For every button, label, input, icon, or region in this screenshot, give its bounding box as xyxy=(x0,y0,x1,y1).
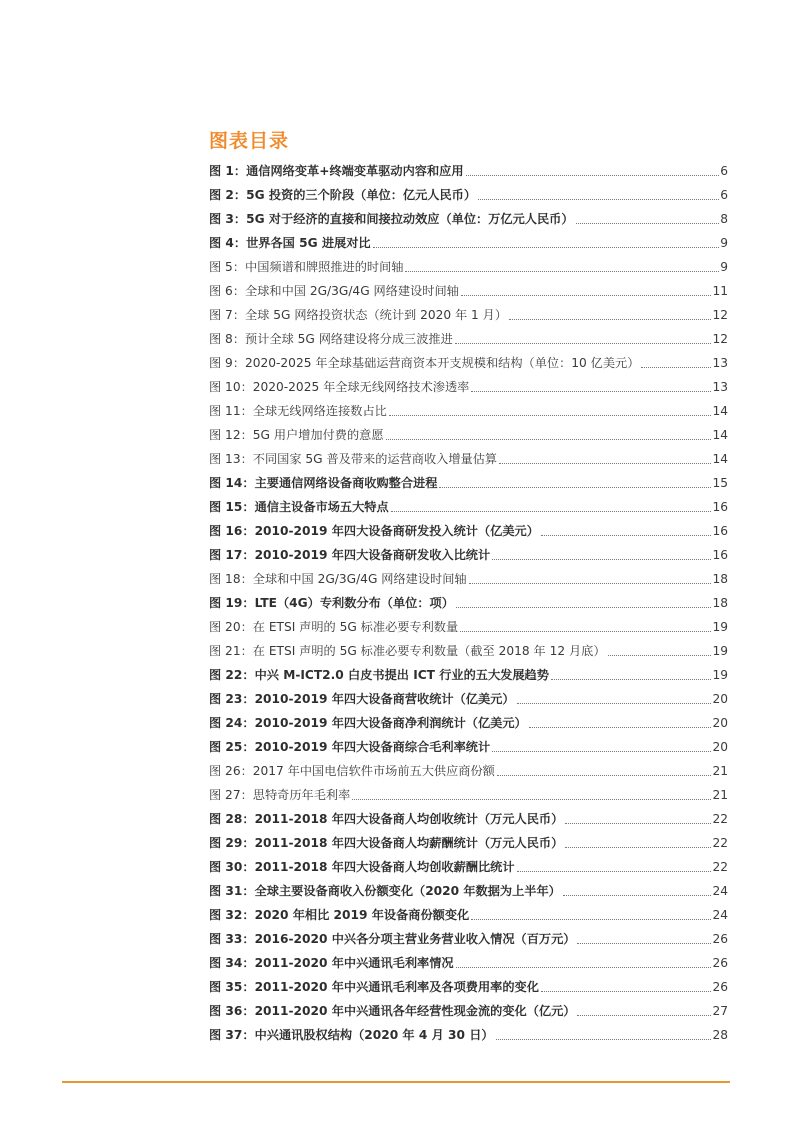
dot-leader xyxy=(641,367,711,368)
entry-title: 2017 年中国电信软件市场前五大供应商份额 xyxy=(252,764,495,778)
toc-entry[interactable] xyxy=(209,733,728,757)
entry-title: 2011-2018 年四大设备商人均薪酬统计（万元人民币） xyxy=(254,836,564,850)
entry-page: 15 xyxy=(712,476,728,490)
toc-entry[interactable] xyxy=(209,829,728,853)
entry-label: 图 32： xyxy=(209,908,255,922)
dot-leader xyxy=(405,271,719,272)
toc-entry[interactable] xyxy=(209,253,728,277)
entry-label: 图 24： xyxy=(209,716,255,730)
entry-page: 20 xyxy=(712,692,728,706)
entry-label: 图 23： xyxy=(209,692,255,706)
entry-label: 图 9： xyxy=(209,356,246,370)
entry-title: 在 ETSI 声明的 5G 标准必要专利数量 xyxy=(252,620,459,634)
toc-entry[interactable] xyxy=(209,1021,728,1045)
toc-entry[interactable] xyxy=(209,853,728,877)
entry-label: 图 6： xyxy=(209,284,246,298)
entry-page: 12 xyxy=(712,308,728,322)
entry-label: 图 17： xyxy=(209,548,255,562)
entry-label: 图 36： xyxy=(209,1004,255,1018)
entry-page: 19 xyxy=(712,620,728,634)
toc-entry[interactable] xyxy=(209,781,728,805)
entry-page: 22 xyxy=(712,836,728,850)
entry-title: 在 ETSI 声明的 5G 标准必要专利数量（截至 2018 年 12 月底） xyxy=(252,644,606,658)
entry-title: 2011-2020 年中兴通讯各年经营性现金流的变化（亿元） xyxy=(254,1004,576,1018)
dot-leader xyxy=(496,1039,712,1040)
dot-leader xyxy=(577,1015,711,1016)
entry-label: 图 22： xyxy=(209,668,255,682)
entry-title: 2010-2019 年四大设备商研发收入比统计 xyxy=(254,548,491,562)
entry-title: 世界各国 5G 进展对比 xyxy=(246,236,371,250)
entry-page: 6 xyxy=(720,164,728,178)
toc-entry[interactable] xyxy=(209,805,728,829)
entry-title: 中兴 M-ICT2.0 白皮书提出 ICT 行业的五大发展趋势 xyxy=(254,668,549,682)
entry-page: 16 xyxy=(712,524,728,538)
entry-page: 9 xyxy=(720,260,728,274)
footer-divider xyxy=(62,1081,730,1083)
dot-leader xyxy=(565,847,711,848)
toc-entry[interactable] xyxy=(209,565,728,589)
entry-page: 11 xyxy=(712,284,728,298)
toc-entry[interactable] xyxy=(209,397,728,421)
entry-title: LTE（4G）专利数分布（单位：项） xyxy=(254,596,454,610)
toc-entry[interactable] xyxy=(209,877,728,901)
dot-leader xyxy=(439,487,711,488)
entry-title: 通信网络变革+终端变革驱动内容和应用 xyxy=(246,164,464,178)
entry-title: 中国频谱和牌照推进的时间轴 xyxy=(245,260,404,274)
entry-label: 图 37： xyxy=(209,1028,255,1042)
entry-title: 2020 年相比 2019 年设备商份额变化 xyxy=(254,908,470,922)
entry-title: 全球无线网络连接数占比 xyxy=(252,404,387,418)
entry-label: 图 30： xyxy=(209,860,255,874)
entry-title: 5G 对于经济的直接和间接拉动效应（单位：万亿元人民币） xyxy=(246,212,574,226)
entry-title: 2020-2025 年全球无线网络技术渗透率 xyxy=(252,380,470,394)
entry-page: 26 xyxy=(712,980,728,994)
entry-page: 22 xyxy=(712,860,728,874)
toc-entry[interactable] xyxy=(209,541,728,565)
toc-entry[interactable] xyxy=(209,973,728,997)
dot-leader xyxy=(471,391,711,392)
entry-title: 2010-2019 年四大设备商净利润统计（亿美元） xyxy=(254,716,527,730)
entry-page: 16 xyxy=(712,548,728,562)
dot-leader xyxy=(471,919,711,920)
entry-page: 22 xyxy=(712,812,728,826)
dot-leader xyxy=(492,559,711,560)
entry-page: 20 xyxy=(712,716,728,730)
entry-page: 21 xyxy=(712,788,728,802)
entry-page: 12 xyxy=(712,332,728,346)
dot-leader xyxy=(455,343,712,344)
entry-page: 18 xyxy=(712,596,728,610)
entry-label: 图 19： xyxy=(209,596,255,610)
toc-entry[interactable] xyxy=(209,157,728,181)
entry-page: 27 xyxy=(712,1004,728,1018)
entry-page: 6 xyxy=(720,188,728,202)
entry-label: 图 34： xyxy=(209,956,255,970)
toc-entry[interactable] xyxy=(209,709,728,733)
entry-title: 2010-2019 年四大设备商研发投入统计（亿美元） xyxy=(254,524,539,538)
entry-title: 预计全球 5G 网络建设将分成三波推进 xyxy=(245,332,453,346)
dot-leader xyxy=(509,319,711,320)
dot-leader xyxy=(608,655,712,656)
dot-leader xyxy=(499,463,711,464)
dot-leader xyxy=(517,871,712,872)
dot-leader xyxy=(492,751,711,752)
entry-label: 图 27： xyxy=(209,788,253,802)
toc-entry[interactable] xyxy=(209,469,728,493)
entry-label: 图 15： xyxy=(209,500,255,514)
toc-entry[interactable] xyxy=(209,589,728,613)
entry-title: 思特奇历年毛利率 xyxy=(252,788,351,802)
toc-entry[interactable] xyxy=(209,997,728,1021)
entry-page: 26 xyxy=(712,956,728,970)
dot-leader xyxy=(541,535,712,536)
toc-entry[interactable] xyxy=(209,901,728,925)
entry-title: 5G 投资的三个阶段（单位：亿元人民币） xyxy=(246,188,477,202)
entry-label: 图 16： xyxy=(209,524,255,538)
entry-page: 21 xyxy=(712,764,728,778)
entry-label: 图 18： xyxy=(209,572,253,586)
toc-heading: 图表目录 xyxy=(209,130,290,152)
dot-leader xyxy=(565,823,711,824)
entry-page: 13 xyxy=(712,380,728,394)
dot-leader xyxy=(576,223,720,224)
entry-page: 20 xyxy=(712,740,728,754)
toc-entry[interactable] xyxy=(209,205,728,229)
toc-entry[interactable] xyxy=(209,445,728,469)
toc-entry[interactable] xyxy=(209,925,728,949)
dot-leader xyxy=(460,631,711,632)
toc-entry[interactable] xyxy=(209,661,728,685)
entry-page: 14 xyxy=(712,452,728,466)
toc-entry[interactable] xyxy=(209,517,728,541)
entry-title: 2011-2018 年四大设备商人均创收统计（万元人民币） xyxy=(254,812,564,826)
entry-title: 2016-2020 中兴各分项主营业务营业收入情况（百万元） xyxy=(254,932,576,946)
entry-page: 18 xyxy=(712,572,728,586)
toc-entry[interactable] xyxy=(209,229,728,253)
dot-leader xyxy=(497,775,712,776)
entry-title: 2010-2019 年四大设备商营收统计（亿美元） xyxy=(254,692,515,706)
entry-page: 24 xyxy=(712,884,728,898)
entry-title: 通信主设备市场五大特点 xyxy=(254,500,389,514)
entry-page: 14 xyxy=(712,404,728,418)
entry-page: 19 xyxy=(712,668,728,682)
toc-entry[interactable] xyxy=(209,613,728,637)
dot-leader xyxy=(391,511,712,512)
toc-entry[interactable] xyxy=(209,757,728,781)
entry-label: 图 21： xyxy=(209,644,253,658)
entry-title: 5G 用户增加付费的意愿 xyxy=(252,428,384,442)
toc-entry[interactable] xyxy=(209,277,728,301)
entry-title: 2010-2019 年四大设备商综合毛利率统计 xyxy=(254,740,491,754)
entry-label: 图 2： xyxy=(209,188,247,202)
entry-title: 主要通信网络设备商收购整合进程 xyxy=(254,476,438,490)
toc-entry[interactable] xyxy=(209,373,728,397)
entry-label: 图 28： xyxy=(209,812,255,826)
dot-leader xyxy=(563,895,712,896)
entry-page: 26 xyxy=(712,932,728,946)
entry-page: 24 xyxy=(712,908,728,922)
dot-leader xyxy=(577,943,711,944)
toc-entry[interactable] xyxy=(209,181,728,205)
entry-page: 9 xyxy=(720,236,728,250)
entry-page: 13 xyxy=(712,356,728,370)
entry-label: 图 10： xyxy=(209,380,253,394)
toc-entry[interactable] xyxy=(209,421,728,445)
entry-page: 19 xyxy=(712,644,728,658)
dot-leader xyxy=(386,439,712,440)
entry-label: 图 33： xyxy=(209,932,255,946)
entry-label: 图 11： xyxy=(209,404,253,418)
entry-page: 8 xyxy=(720,212,728,226)
dot-leader xyxy=(456,607,712,608)
toc-entry[interactable] xyxy=(209,637,728,661)
toc-entry[interactable] xyxy=(209,493,728,517)
entry-title: 全球 5G 网络投资状态（统计到 2020 年 1 月） xyxy=(245,308,508,322)
entry-label: 图 14： xyxy=(209,476,255,490)
entry-title: 中兴通讯股权结构（2020 年 4 月 30 日） xyxy=(254,1028,494,1042)
dot-leader xyxy=(478,199,719,200)
entry-title: 2011-2020 年中兴通讯毛利率情况 xyxy=(254,956,454,970)
entry-page: 28 xyxy=(712,1028,728,1042)
entry-page: 14 xyxy=(712,428,728,442)
dot-leader xyxy=(551,679,712,680)
entry-title: 全球主要设备商收入份额变化（2020 年数据为上半年） xyxy=(254,884,561,898)
dot-leader xyxy=(373,247,720,248)
entry-label: 图 13： xyxy=(209,452,253,466)
dot-leader xyxy=(389,415,712,416)
dot-leader xyxy=(517,703,712,704)
dot-leader xyxy=(461,295,712,296)
entry-label: 图 25： xyxy=(209,740,255,754)
entry-title: 全球和中国 2G/3G/4G 网络建设时间轴 xyxy=(245,284,459,298)
entry-label: 图 7： xyxy=(209,308,246,322)
entry-label: 图 8： xyxy=(209,332,246,346)
dot-leader xyxy=(529,727,712,728)
entry-label: 图 20： xyxy=(209,620,253,634)
entry-page: 16 xyxy=(712,500,728,514)
table-of-figures xyxy=(209,157,728,1045)
dot-leader xyxy=(352,799,711,800)
dot-leader xyxy=(541,991,712,992)
entry-label: 图 3： xyxy=(209,212,247,226)
toc-entry[interactable] xyxy=(209,301,728,325)
dot-leader xyxy=(456,967,712,968)
entry-title: 2020-2025 年全球基础运营商资本开支规模和结构（单位：10 亿美元） xyxy=(245,356,640,370)
entry-title: 全球和中国 2G/3G/4G 网络建设时间轴 xyxy=(252,572,467,586)
entry-label: 图 31： xyxy=(209,884,255,898)
entry-label: 图 12： xyxy=(209,428,253,442)
entry-label: 图 5： xyxy=(209,260,246,274)
toc-entry[interactable] xyxy=(209,949,728,973)
entry-label: 图 4： xyxy=(209,236,247,250)
entry-label: 图 35： xyxy=(209,980,255,994)
entry-title: 不同国家 5G 普及带来的运营商收入增量估算 xyxy=(252,452,498,466)
entry-label: 图 26： xyxy=(209,764,253,778)
dot-leader xyxy=(469,583,712,584)
entry-title: 2011-2018 年四大设备商人均创收薪酬比统计 xyxy=(254,860,515,874)
toc-entry[interactable] xyxy=(209,349,728,373)
toc-entry[interactable] xyxy=(209,685,728,709)
entry-label: 图 29： xyxy=(209,836,255,850)
entry-title: 2011-2020 年中兴通讯毛利率及各项费用率的变化 xyxy=(254,980,539,994)
toc-entry[interactable] xyxy=(209,325,728,349)
entry-label: 图 1： xyxy=(209,164,247,178)
dot-leader xyxy=(466,175,720,176)
